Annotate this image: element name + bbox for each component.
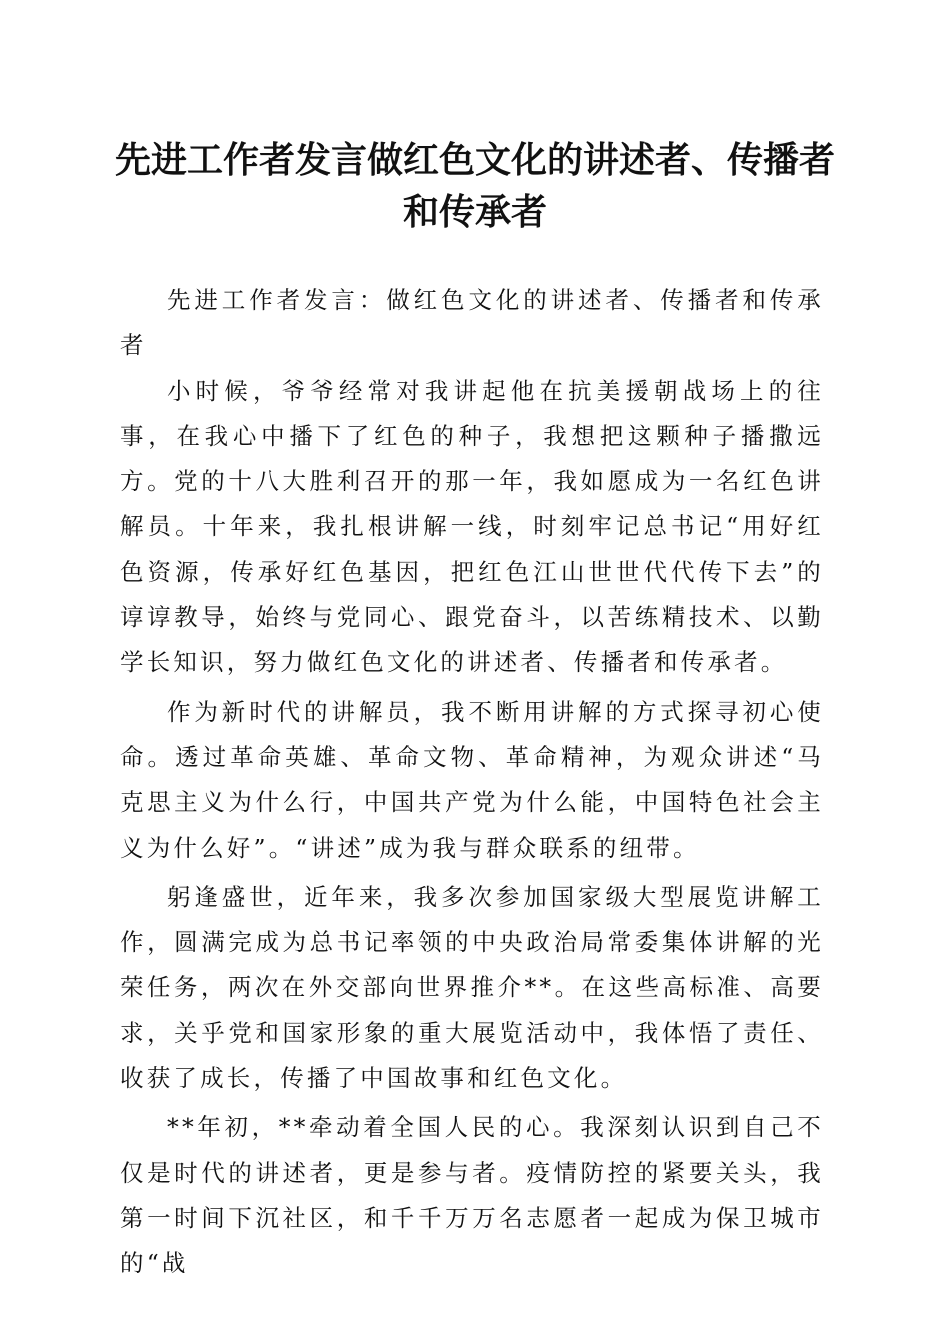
title-line-2: 和传承者 [402,191,547,233]
title-line-1: 先进工作者发言做红色文化的讲述者、传播者 [114,139,835,181]
paragraph-3: 躬逢盛世，近年来，我多次参加国家级大型展览讲解工作，圆满完成为总书记率领的中央政治局常委集体讲解的光荣任务，两次在外交部向世界推介**。在这些高标准、高要求，关乎党和国家形象的重大展览活动中，我体悟了责任、收获了成长，传播了中国故事和红色文化。 [120,882,824,1093]
paragraph-4: **年初，**牵动着全国人民的心。我深刻认识到自己不仅是时代的讲述者，更是参与者。疫情防控的紧要关头，我第一时间下沉社区，和千千万万名志愿者一起成为保卫城市的“战 [120,1113,824,1278]
document-title [100,134,850,238]
paragraph-2: 作为新时代的讲解员，我不断用讲解的方式探寻初心使命。透过革命英雄、革命文物、革命精神，为观众讲述“马克思主义为什么行，中国共产党为什么能，中国特色社会主义为什么好”。“讲述”成为我与群众联系的纽带。 [120,697,824,862]
document-body [120,278,824,1287]
paragraph-subtitle: 先进工作者发言：做红色文化的讲述者、传播者和传承者 [120,286,824,360]
paragraph-1: 小时候，爷爷经常对我讲起他在抗美援朝战场上的往事，在我心中播下了红色的种子，我想把这颗种子播撒远方。党的十八大胜利召开的那一年，我如愿成为一名红色讲解员。十年来，我扎根讲解一线，时刻牢记总书记“用好红色资源，传承好红色基因，把红色江山世世代代传下去”的谆谆教导，始终与党同心、跟党奋斗，以苦练精技术、以勤学长知识，努力做红色文化的讲述者、传播者和传承者。 [120,376,824,677]
